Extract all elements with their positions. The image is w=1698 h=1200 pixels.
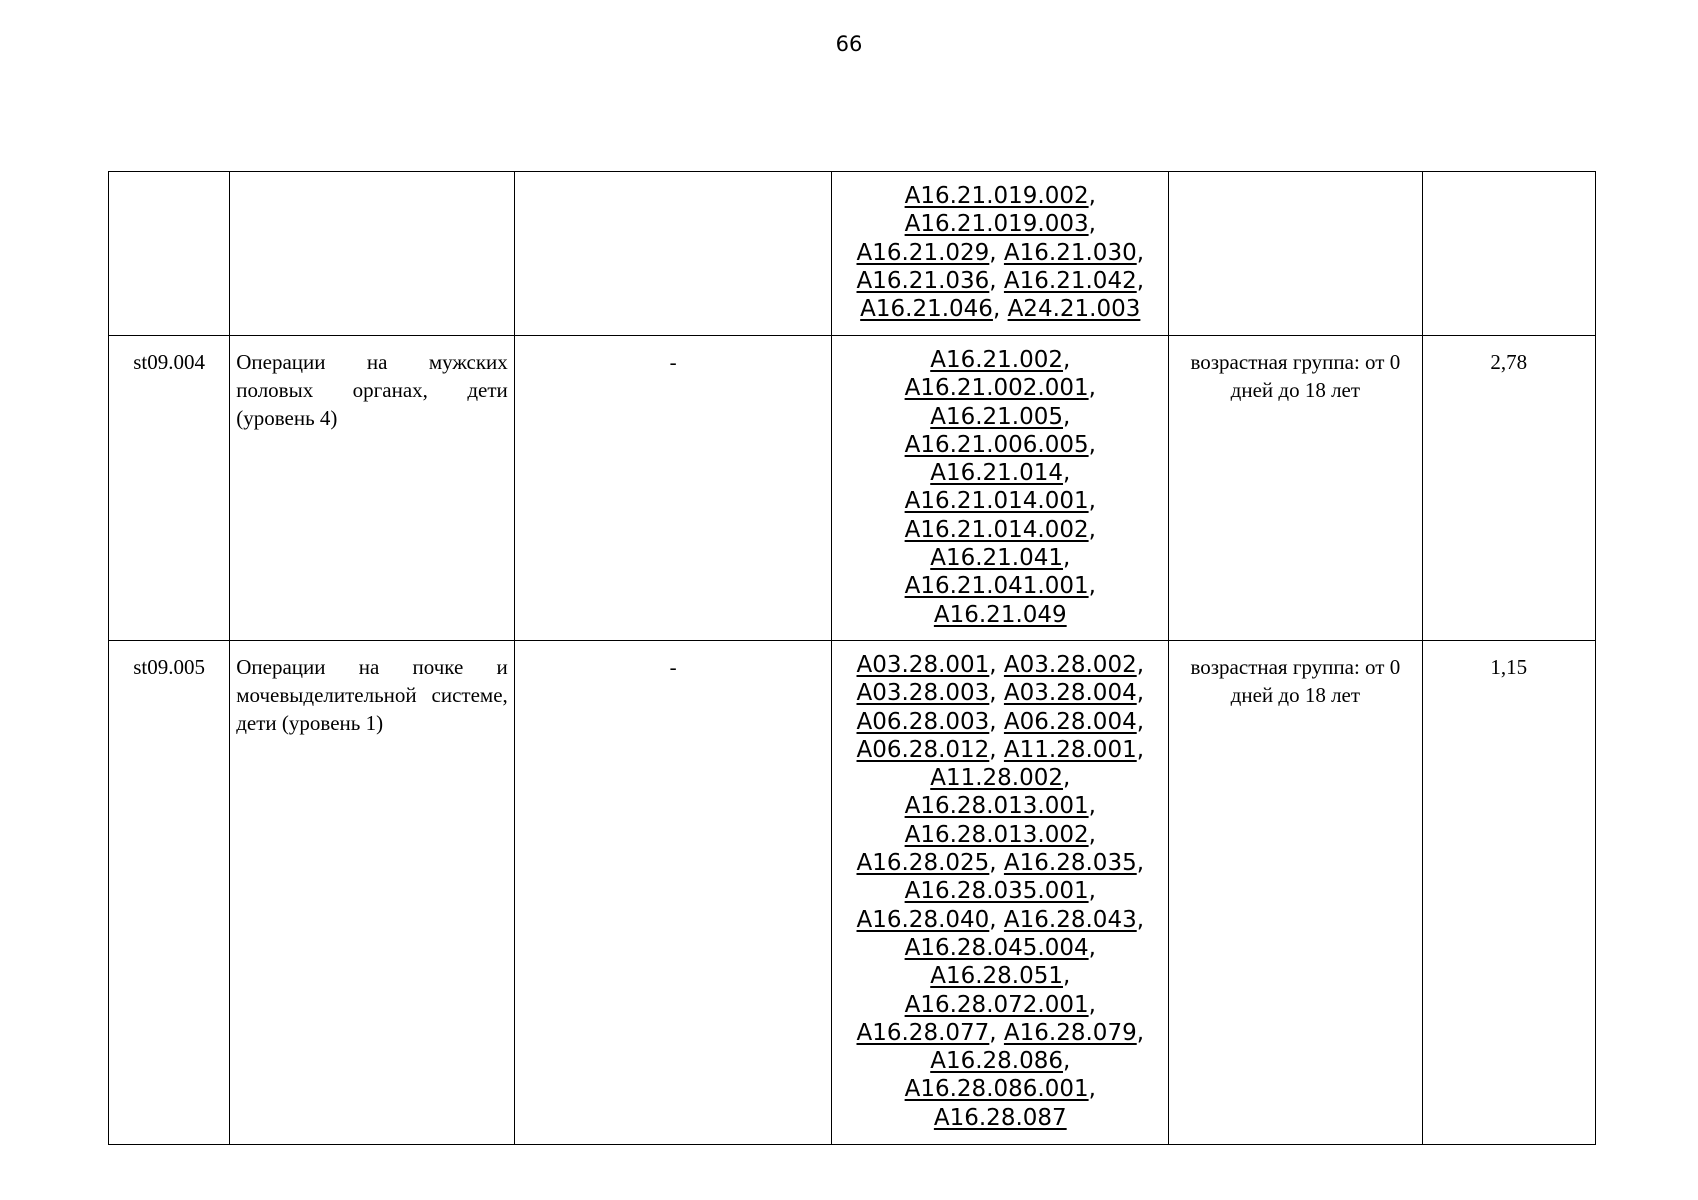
- service-code-link[interactable]: A16.28.072.001: [904, 991, 1089, 1018]
- service-code-line: A16.21.002.001,: [904, 375, 1096, 402]
- service-codes-cell: [832, 336, 1169, 641]
- service-code-line: A16.28.035.001,: [904, 878, 1096, 905]
- service-code-line: A16.28.077, A16.28.079,: [856, 1019, 1145, 1046]
- coefficient-cell: [1422, 172, 1595, 336]
- ksg-code-cell: [109, 172, 230, 336]
- service-code-link[interactable]: A16.21.046: [860, 296, 993, 323]
- service-code-link[interactable]: A16.28.045.004: [904, 934, 1089, 961]
- service-code-line: A11.28.002,: [930, 765, 1071, 792]
- coefficient-cell: 2,78: [1422, 336, 1595, 641]
- criteria-cell: возрастная группа: от 0 дней до 18 лет: [1169, 641, 1423, 1145]
- service-code-link[interactable]: A16.21.014.001: [904, 488, 1089, 515]
- service-code-link[interactable]: A16.28.086: [930, 1048, 1064, 1075]
- service-code-link[interactable]: A16.21.005: [930, 403, 1064, 430]
- ksg-name-cell: Операции на мужских половых органах, дети (уровень 4): [230, 336, 515, 641]
- service-code-line: A06.28.012, A11.28.001,: [856, 736, 1145, 763]
- diagnosis-code-cell: -: [514, 641, 832, 1145]
- service-code-line: A16.28.025, A16.28.035,: [856, 850, 1145, 877]
- service-code-link[interactable]: A16.28.035: [1003, 850, 1137, 877]
- service-code-link[interactable]: A16.28.079: [1003, 1019, 1137, 1046]
- service-code-line: A16.21.029, A16.21.030,: [856, 239, 1145, 266]
- service-code-link[interactable]: A16.21.002.001: [904, 375, 1089, 402]
- service-code-line: A16.21.019.003,: [904, 211, 1096, 238]
- service-code-link[interactable]: A16.28.013.002: [904, 821, 1089, 848]
- service-code-line: A16.21.005,: [930, 403, 1071, 430]
- service-code-link[interactable]: A16.21.036: [856, 267, 990, 294]
- service-code-link[interactable]: A11.28.002: [930, 765, 1064, 792]
- service-code-link[interactable]: A16.21.042: [1003, 267, 1137, 294]
- service-code-link[interactable]: A16.21.019.003: [904, 211, 1089, 238]
- service-code-line: A16.21.006.005,: [904, 431, 1096, 458]
- service-code-line: A16.21.014.002,: [904, 516, 1096, 543]
- service-code-link[interactable]: A03.28.002: [1003, 652, 1137, 678]
- ksg-code-cell: st09.005: [109, 641, 230, 1145]
- service-code-line: A16.28.051,: [930, 963, 1071, 990]
- service-codes-cell: [832, 172, 1169, 336]
- service-code-link[interactable]: A16.21.030: [1003, 239, 1137, 266]
- service-code-link[interactable]: A16.21.006.005: [904, 431, 1089, 458]
- service-code-link[interactable]: A06.28.012: [856, 736, 990, 763]
- service-code-line: A16.28.086,: [930, 1048, 1071, 1075]
- service-code-link[interactable]: A16.28.025: [856, 850, 990, 877]
- service-code-line: A16.21.014.001,: [904, 488, 1096, 515]
- service-code-link[interactable]: A16.28.035.001: [904, 878, 1089, 905]
- service-code-line: A16.21.046, A24.21.003: [860, 296, 1141, 323]
- service-code-line: A16.28.040, A16.28.043,: [856, 906, 1145, 933]
- page-number: 66: [835, 32, 863, 56]
- service-code-link[interactable]: A24.21.003: [1007, 296, 1141, 323]
- service-code-link[interactable]: A16.21.029: [856, 239, 990, 266]
- service-code-link[interactable]: A16.28.086.001: [904, 1076, 1089, 1103]
- service-code-line: A16.28.086.001,: [904, 1076, 1096, 1103]
- service-code-line: [836, 601, 1164, 629]
- service-code-line: A03.28.003, A03.28.004,: [856, 680, 1145, 707]
- ksg-name-cell: Операции на почке и мочевыделительной системе, дети (уровень 1): [230, 641, 515, 1145]
- table-row: [109, 336, 1596, 641]
- service-code-link[interactable]: A16.21.041: [930, 545, 1064, 572]
- service-code-line: A06.28.003, A06.28.004,: [856, 708, 1145, 735]
- diagnosis-code-cell: [514, 172, 832, 336]
- service-code-link[interactable]: A11.28.001: [1003, 736, 1137, 763]
- diagnosis-code-cell: -: [514, 336, 832, 641]
- tariff-table: [108, 171, 1596, 1145]
- service-code-link[interactable]: A03.28.003: [856, 680, 990, 707]
- table-row: [109, 172, 1596, 336]
- service-code-link[interactable]: A16.21.049: [933, 601, 1067, 628]
- service-code-line: A16.28.045.004,: [904, 934, 1096, 961]
- service-code-line: A16.21.002,: [930, 347, 1071, 373]
- service-code-link[interactable]: A16.21.014: [930, 460, 1064, 487]
- table-row: [109, 641, 1596, 1145]
- ksg-code-cell: st09.004: [109, 336, 230, 641]
- criteria-cell: возрастная группа: от 0 дней до 18 лет: [1169, 336, 1423, 641]
- service-code-link[interactable]: A16.28.051: [930, 963, 1064, 990]
- service-code-link[interactable]: A16.21.014.002: [904, 516, 1089, 543]
- service-code-link[interactable]: A03.28.004: [1003, 680, 1137, 707]
- service-code-line: A16.21.041.001,: [904, 573, 1096, 600]
- service-code-link[interactable]: A06.28.003: [856, 708, 990, 735]
- service-code-line: A16.28.013.002,: [904, 821, 1096, 848]
- service-code-link[interactable]: A16.28.043: [1003, 906, 1137, 933]
- service-code-link[interactable]: A16.28.040: [856, 906, 990, 933]
- coefficient-cell: 1,15: [1422, 641, 1595, 1145]
- service-code-link[interactable]: A16.28.013.001: [904, 793, 1089, 820]
- criteria-cell: [1169, 172, 1423, 336]
- service-code-link[interactable]: A16.21.019.002: [904, 183, 1089, 209]
- service-code-link[interactable]: A16.28.087: [933, 1104, 1067, 1131]
- service-code-line: A16.28.013.001,: [904, 793, 1096, 820]
- service-code-line: A03.28.001, A03.28.002,: [856, 652, 1145, 678]
- service-code-link[interactable]: A03.28.001: [856, 652, 990, 678]
- service-code-link[interactable]: A06.28.004: [1003, 708, 1137, 735]
- service-code-link[interactable]: A16.21.002: [930, 347, 1064, 373]
- service-code-line: A16.21.019.002,: [904, 183, 1096, 209]
- service-code-line: A16.28.072.001,: [904, 991, 1096, 1018]
- service-code-line: A16.21.036, A16.21.042,: [856, 267, 1145, 294]
- service-code-line: [836, 1104, 1164, 1132]
- ksg-name-cell: [230, 172, 515, 336]
- service-code-line: A16.21.041,: [930, 545, 1071, 572]
- service-code-link[interactable]: A16.28.077: [856, 1019, 990, 1046]
- service-code-line: A16.21.014,: [930, 460, 1071, 487]
- service-codes-cell: [832, 641, 1169, 1145]
- service-code-link[interactable]: A16.21.041.001: [904, 573, 1089, 600]
